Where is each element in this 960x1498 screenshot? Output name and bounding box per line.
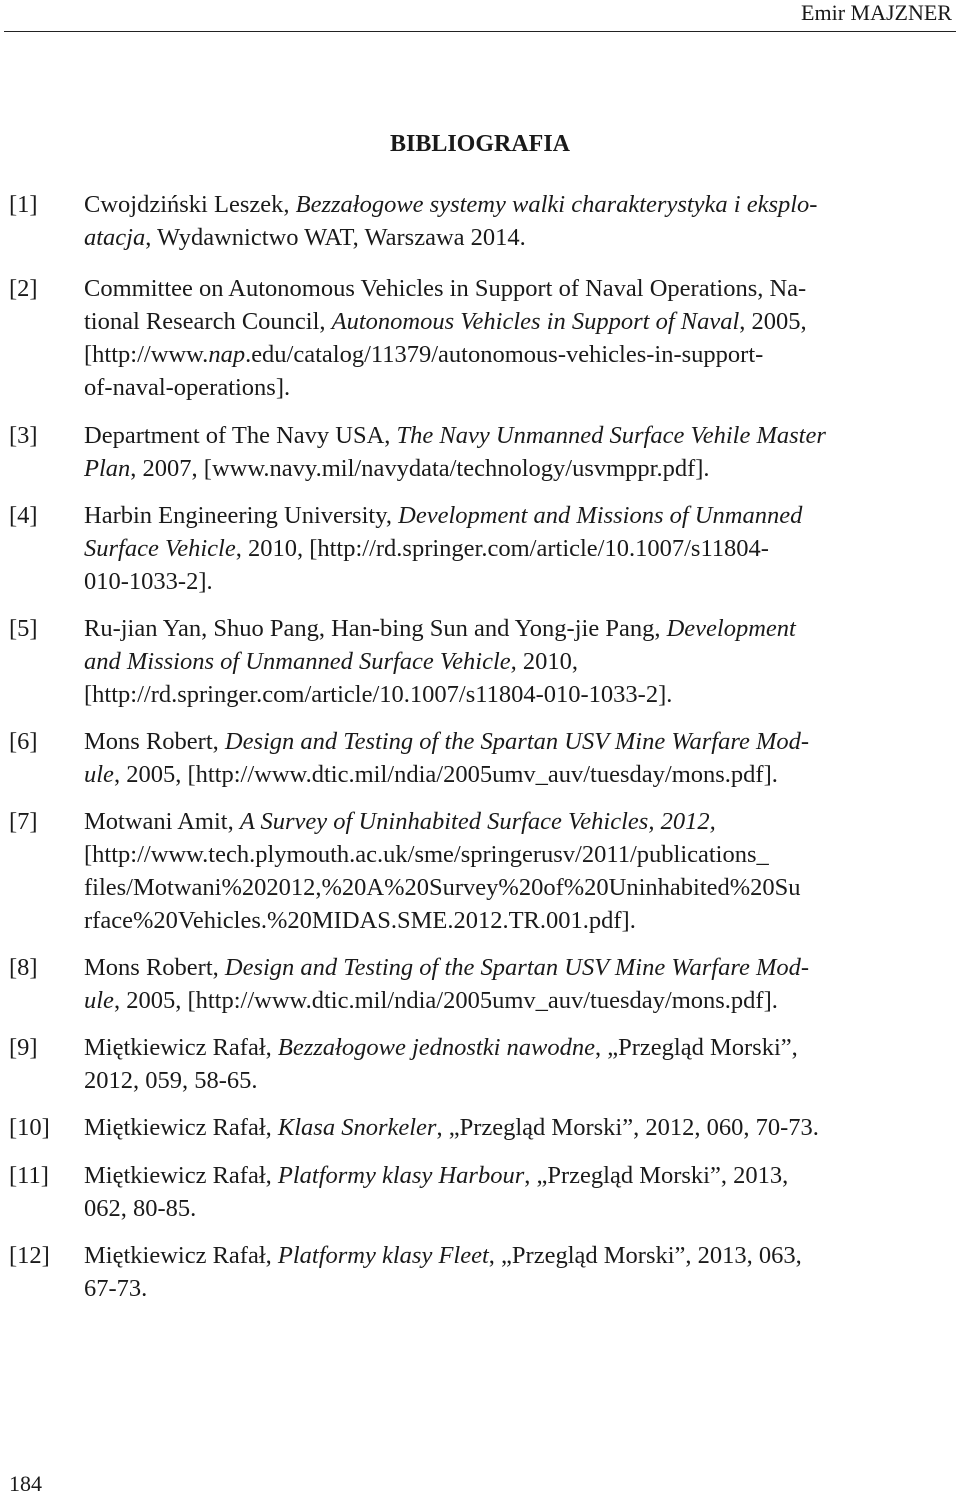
reference-segment: [http://rd.springer.com/article/10.1007/s11804-010-1033-2].	[84, 681, 673, 708]
reference-number: [12]	[9, 1242, 50, 1269]
reference-line	[84, 419, 940, 452]
reference-italic-segment: Development and Missions of Unmanned	[398, 502, 803, 529]
reference-italic-segment: A Survey of Uninhabited Surface Vehicles, 2012,	[239, 808, 716, 835]
reference-line	[84, 499, 940, 532]
reference-segment: files/Motwani%202012,%20A%20Survey%20of%20Uninhabited%20Su	[84, 874, 801, 901]
header-rule	[4, 31, 956, 32]
reference-segment: [http://www.	[84, 341, 209, 368]
reference-italic-segment: Design and Testing of the Spartan USV Mine Warfare Mod-	[224, 954, 810, 981]
reference-italic-segment: Platformy klasy Fleet	[277, 1242, 489, 1269]
reference-segment: Miętkiewicz Rafał,	[84, 1242, 278, 1269]
reference-segment: Ru-jian Yan, Shuo Pang, Han-bing Sun and Yong-jie Pang,	[84, 615, 667, 642]
reference-text	[84, 419, 940, 485]
reference-segment: of-naval-operations].	[84, 374, 291, 401]
reference-segment: rface%20Vehicles.%20MIDAS.SME.2012.TR.001.pdf].	[84, 907, 636, 934]
reference-text	[84, 612, 940, 711]
reference-line	[84, 338, 940, 371]
reference-number: [5]	[9, 615, 38, 642]
reference-segment: , 2007, [www.navy.mil/navydata/technology/usvmppr.pdf].	[130, 455, 710, 482]
reference-segment: Department of The Navy USA,	[84, 422, 397, 449]
reference-text	[84, 725, 940, 791]
reference-line	[84, 871, 940, 904]
reference-segment: 2010,	[516, 648, 579, 675]
bibliography-entry	[0, 188, 960, 254]
reference-text	[84, 272, 940, 404]
reference-line	[84, 1272, 940, 1305]
reference-number: [2]	[9, 275, 38, 302]
reference-segment: , „Przegląd Morski”, 2013,	[524, 1162, 789, 1189]
reference-text	[84, 1239, 940, 1305]
reference-segment: Cwojdziński Leszek,	[84, 191, 296, 218]
reference-text	[84, 1031, 940, 1097]
reference-line	[84, 1159, 940, 1192]
reference-line	[84, 1192, 940, 1225]
reference-segment: Motwani Amit,	[84, 808, 240, 835]
reference-text	[84, 951, 940, 1017]
bibliography-entry	[0, 419, 960, 485]
reference-italic-segment: The Navy Unmanned Surface Vehile Master	[396, 422, 826, 449]
reference-segment: tional Research Council,	[84, 308, 332, 335]
reference-line	[84, 838, 940, 871]
reference-segment: 010-1033-2].	[84, 568, 213, 595]
reference-number: [1]	[9, 191, 38, 218]
reference-line	[84, 452, 940, 485]
reference-line	[84, 612, 940, 645]
reference-italic-segment: Surface Vehicle	[84, 535, 236, 562]
reference-line	[84, 221, 940, 254]
bibliography-entry	[0, 805, 960, 937]
reference-segment: 67-73.	[84, 1275, 148, 1302]
reference-italic-segment: ule	[84, 987, 114, 1014]
reference-segment: Mons Robert,	[84, 728, 225, 755]
bibliography-entry	[0, 272, 960, 404]
reference-line	[84, 305, 940, 338]
reference-line	[84, 904, 940, 937]
reference-line	[84, 1111, 940, 1144]
reference-segment: Miętkiewicz Rafał,	[84, 1162, 278, 1189]
reference-line	[84, 725, 940, 758]
reference-italic-segment: nap	[208, 341, 246, 368]
reference-segment: , Wydawnictwo WAT, Warszawa 2014.	[145, 224, 526, 251]
reference-segment: , „Przegląd Morski”, 2013, 063,	[488, 1242, 802, 1269]
reference-line	[84, 1239, 940, 1272]
reference-italic-segment: Design and Testing of the Spartan USV Mine Warfare Mod-	[224, 728, 810, 755]
reference-number: [11]	[9, 1162, 49, 1189]
reference-segment: .edu/catalog/11379/autonomous-vehicles-in-support-	[245, 341, 764, 368]
bibliography-entry	[0, 951, 960, 1017]
reference-italic-segment: Plan	[84, 455, 131, 482]
reference-text	[84, 805, 940, 937]
reference-segment: , 2005,	[739, 308, 807, 335]
reference-number: [10]	[9, 1114, 50, 1141]
reference-number: [8]	[9, 954, 38, 981]
reference-italic-segment: Bezzałogowe jednostki nawodne	[277, 1034, 595, 1061]
reference-text	[84, 188, 940, 254]
bibliography-entry	[0, 1031, 960, 1097]
reference-number: [6]	[9, 728, 38, 755]
reference-segment: [http://www.tech.plymouth.ac.uk/sme/springerusv/2011/publications_	[84, 841, 769, 868]
reference-segment: , 2010, [http://rd.springer.com/article/10.1007/s11804-	[235, 535, 769, 562]
reference-segment: , 2005, [http://www.dtic.mil/ndia/2005umv_auv/tuesday/mons.pdf].	[113, 987, 778, 1014]
reference-segment: , „Przegląd Morski”, 2012, 060, 70-73.	[436, 1114, 819, 1141]
bibliography-entry	[0, 725, 960, 791]
reference-number: [4]	[9, 502, 38, 529]
reference-italic-segment: and Missions of Unmanned Surface Vehicle,	[84, 648, 517, 675]
bibliography-entry	[0, 1159, 960, 1225]
reference-segment: 062, 80-85.	[84, 1195, 197, 1222]
reference-line	[84, 984, 940, 1017]
reference-line	[84, 371, 940, 404]
reference-segment: , 2005, [http://www.dtic.mil/ndia/2005umv_auv/tuesday/mons.pdf].	[113, 761, 778, 788]
reference-line	[84, 1064, 940, 1097]
reference-line	[84, 805, 940, 838]
reference-line	[84, 188, 940, 221]
bibliography-entry	[0, 499, 960, 598]
reference-number: [9]	[9, 1034, 38, 1061]
reference-text	[84, 499, 940, 598]
reference-number: [7]	[9, 808, 38, 835]
reference-segment: Mons Robert,	[84, 954, 225, 981]
running-header-author: Emir MAJZNER	[801, 0, 952, 25]
bibliography-entry	[0, 612, 960, 711]
reference-italic-segment: Autonomous Vehicles in Support of Naval	[331, 308, 740, 335]
bibliography-entry	[0, 1239, 960, 1305]
reference-segment: Miętkiewicz Rafał,	[84, 1114, 278, 1141]
reference-segment: Committee on Autonomous Vehicles in Support of Naval Operations, Na-	[84, 275, 807, 302]
reference-line	[84, 1031, 940, 1064]
reference-segment: 2012, 059, 58-65.	[84, 1067, 258, 1094]
reference-italic-segment: Development	[666, 615, 796, 642]
page-number: 184	[9, 1471, 42, 1496]
reference-segment: Harbin Engineering University,	[84, 502, 399, 529]
reference-line	[84, 645, 940, 678]
reference-line	[84, 532, 940, 565]
reference-text	[84, 1159, 940, 1225]
reference-line	[84, 678, 940, 711]
reference-italic-segment: Klasa Snorkeler	[277, 1114, 437, 1141]
bibliography-entry	[0, 1111, 960, 1144]
reference-line	[84, 565, 940, 598]
section-title: BIBLIOGRAFIA	[389, 131, 571, 157]
reference-segment: Miętkiewicz Rafał,	[84, 1034, 278, 1061]
reference-segment: , „Przegląd Morski”,	[595, 1034, 798, 1061]
reference-line	[84, 272, 940, 305]
reference-text	[84, 1111, 940, 1144]
reference-line	[84, 951, 940, 984]
reference-number: [3]	[9, 422, 38, 449]
reference-italic-segment: ule	[84, 761, 114, 788]
reference-italic-segment: atacja	[84, 224, 146, 251]
reference-italic-segment: Platformy klasy Harbour	[277, 1162, 525, 1189]
reference-line	[84, 758, 940, 791]
reference-italic-segment: Bezzałogowe systemy walki charakterystyka i eksplo-	[295, 191, 818, 218]
